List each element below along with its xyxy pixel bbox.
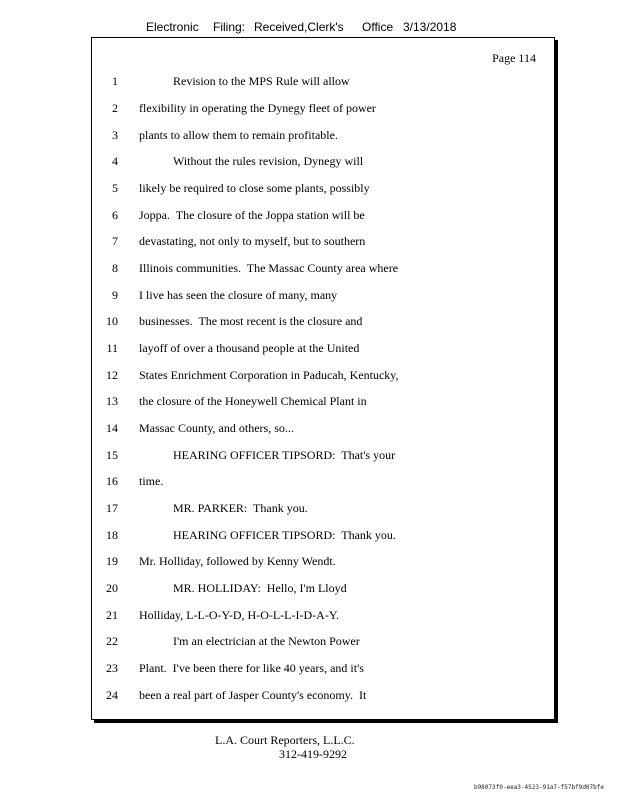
line-text: Mr. Holliday, followed by Kenny Wendt.: [139, 554, 336, 568]
line-text: Without the rules revision, Dynegy will: [173, 154, 364, 168]
line-number: 5: [112, 181, 118, 195]
line-number: 18: [106, 528, 118, 542]
line-number: 11: [106, 341, 118, 355]
header-filing: Filing:: [213, 20, 246, 34]
line-text: Joppa. The closure of the Joppa station will be: [139, 208, 365, 222]
transcript-line: [92, 312, 552, 330]
line-text: plants to allow them to remain profitable.: [139, 128, 338, 142]
transcript-line: [92, 126, 552, 144]
line-number: 20: [106, 581, 118, 595]
line-text: been a real part of Jasper County's economy. It: [139, 688, 367, 702]
transcript-line: [92, 206, 552, 224]
line-number: 15: [106, 448, 118, 462]
transcript-line: [92, 339, 552, 357]
transcript-line: [92, 152, 552, 170]
transcript-line: [92, 552, 552, 570]
header-date: 3/13/2018: [403, 20, 457, 34]
line-number: 24: [106, 688, 118, 702]
transcript-line: [92, 366, 552, 384]
line-text: time.: [139, 474, 164, 488]
transcript-line: [92, 419, 552, 437]
page-number: Page 114: [492, 51, 536, 65]
line-number: 9: [112, 288, 118, 302]
line-number: 7: [112, 234, 118, 248]
line-text: I'm an electrician at the Newton Power: [173, 634, 360, 648]
transcript-line: [92, 72, 552, 90]
line-number: 21: [106, 608, 118, 622]
footer-company: L.A. Court Reporters, L.L.C.: [215, 733, 355, 747]
line-text: the closure of the Honeywell Chemical Plant in: [139, 394, 367, 408]
transcript-line: [92, 259, 552, 277]
line-text: Revision to the MPS Rule will allow: [173, 74, 350, 88]
line-text: States Enrichment Corporation in Paducah, Kentucky,: [139, 368, 399, 382]
transcript-line: [92, 472, 552, 490]
line-number: 14: [106, 421, 118, 435]
transcript-line: [92, 526, 552, 544]
line-number: 8: [112, 261, 118, 275]
transcript-line: [92, 179, 552, 197]
line-text: I live has seen the closure of many, many: [139, 288, 338, 302]
line-number: 12: [106, 368, 118, 382]
transcript-line: [92, 286, 552, 304]
header-electronic: Electronic: [146, 20, 199, 34]
transcript-line: [92, 392, 552, 410]
line-text: MR. PARKER: Thank you.: [173, 501, 308, 515]
line-text: Illinois communities. The Massac County area where: [139, 261, 399, 275]
line-number: 10: [106, 314, 118, 328]
transcript-line: [92, 446, 552, 464]
line-number: 1: [112, 74, 118, 88]
line-text: likely be required to close some plants, possibly: [139, 181, 370, 195]
document-id: b98073f0-eea3-4523-91a7-f57bf9d07bfe: [473, 784, 604, 791]
transcript-page: [91, 37, 555, 720]
line-text: HEARING OFFICER TIPSORD: That's your: [173, 448, 396, 462]
line-number: 2: [112, 101, 118, 115]
line-text: HEARING OFFICER TIPSORD: Thank you.: [173, 528, 396, 542]
header-office: Office: [362, 20, 394, 34]
line-text: Plant. I've been there for like 40 years, and it's: [139, 661, 364, 675]
line-text: MR. HOLLIDAY: Hello, I'm Lloyd: [173, 581, 347, 595]
line-number: 6: [112, 208, 118, 222]
footer-phone: 312-419-9292: [279, 747, 347, 761]
line-number: 17: [106, 501, 118, 515]
transcript-line: [92, 579, 552, 597]
line-number: 13: [106, 394, 118, 408]
transcript-line: [92, 686, 552, 704]
line-number: 16: [106, 474, 118, 488]
line-number: 23: [106, 661, 118, 675]
line-text: layoff of over a thousand people at the United: [139, 341, 360, 355]
header-received: Received,Clerk's: [254, 20, 344, 34]
transcript-line: [92, 99, 552, 117]
line-number: 3: [112, 128, 118, 142]
transcript-line: [92, 632, 552, 650]
line-text: Massac County, and others, so...: [139, 421, 294, 435]
line-number: 4: [112, 154, 118, 168]
line-number: 22: [106, 634, 118, 648]
line-text: flexibility in operating the Dynegy fleet of power: [139, 101, 376, 115]
transcript-line: [92, 606, 552, 624]
transcript-line: [92, 659, 552, 677]
line-number: 19: [106, 554, 118, 568]
transcript-line: [92, 232, 552, 250]
transcript-line: [92, 499, 552, 517]
line-text: devastating, not only to myself, but to southern: [139, 234, 366, 248]
line-text: Holliday, L-L-O-Y-D, H-O-L-L-I-D-A-Y.: [139, 608, 339, 622]
filing-stamp-header: [0, 20, 618, 36]
line-text: businesses. The most recent is the closure and: [139, 314, 363, 328]
